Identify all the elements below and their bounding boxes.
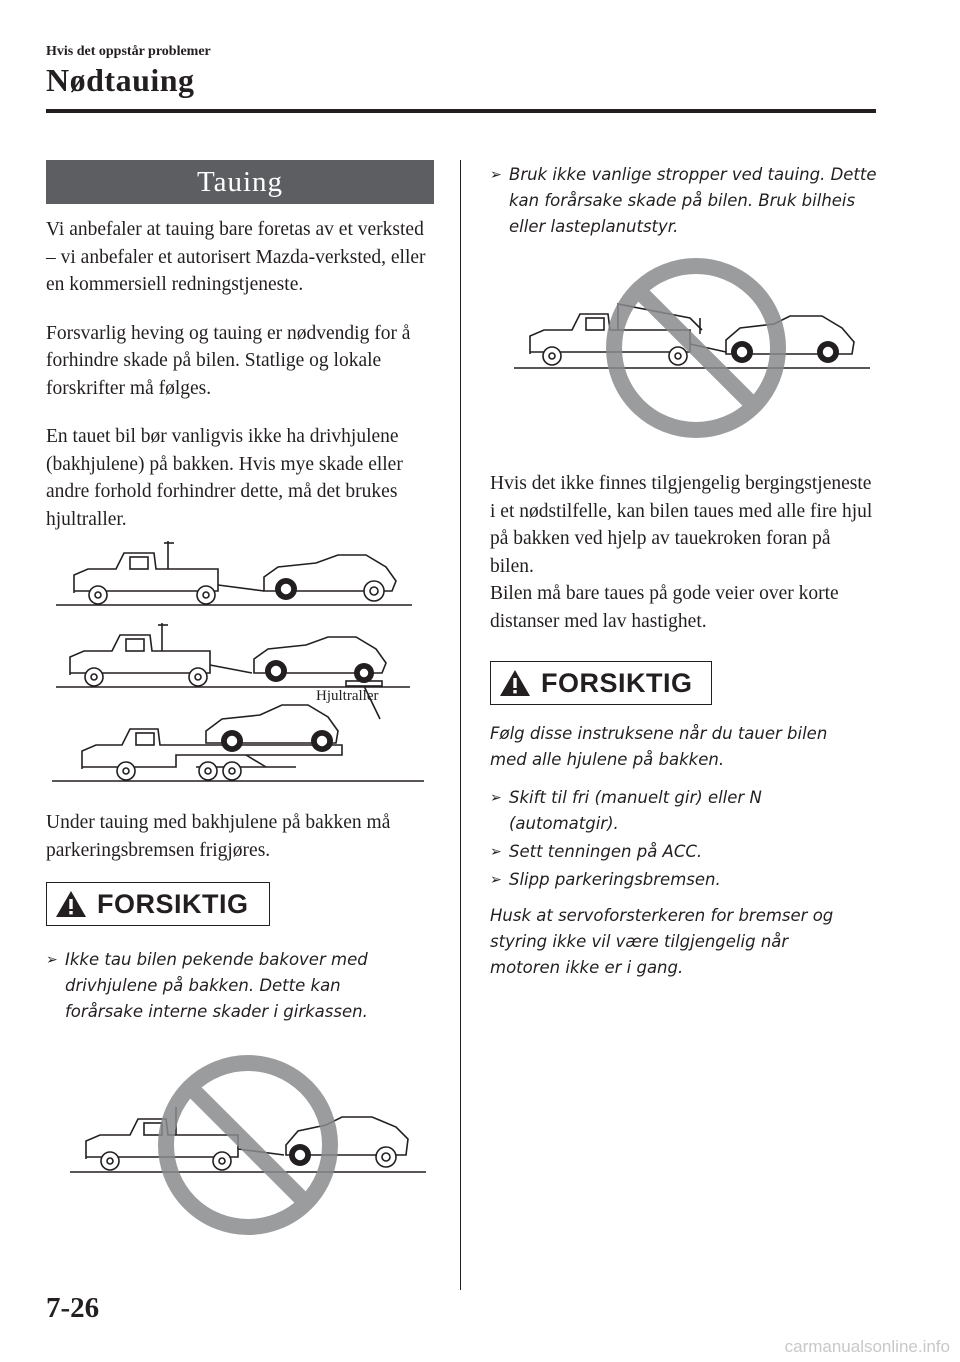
caution-box-right	[490, 661, 712, 705]
ignition-bullet	[490, 839, 875, 865]
prohibited-tow-illustration	[46, 1035, 434, 1235]
breadcrumb: Hvis det oppstår problemer	[46, 44, 211, 59]
prohibited-tow-figure	[46, 1035, 434, 1235]
caution-bullet-text: Ikke tau bilen pekende bakover med drivhjulene på bakken. Dette kan forårsake interne skader i girkassen.	[65, 950, 368, 1021]
strap-bullet-text: Bruk ikke vanlige stropper ved tauing. Dette kan forårsake skade på bilen. Bruk bilheis eller lasteplanutstyr.	[509, 165, 877, 236]
drive-wheels-paragraph: En tauet bil bør vanligvis ikke ha drivhjulene (bakhjulene) på bakken. Hvis mye skade eller andre forhold forhindrer dette, må det brukes hjultraller.	[46, 426, 403, 530]
dolly-label: Hjultraller	[316, 688, 379, 704]
tow-methods-illustration	[46, 535, 434, 787]
parking-brake-paragraph: Under tauing med bakhjulene på bakken må parkeringsbremsen frigjøres.	[46, 812, 391, 861]
caution-label-right: FORSIKTIG	[541, 667, 693, 698]
page-number: 7-26	[46, 1292, 100, 1324]
triangle-arrow-icon: ➢	[490, 872, 502, 888]
emergency-tow-paragraph: Hvis det ikke finnes tilgjengelig bergingstjeneste i et nødstilfelle, kan bilen taues med alle fire hjul på bakken ved hjelp av tauekroken foran på bilen.	[490, 473, 873, 577]
caution-box	[46, 882, 270, 926]
servo-note: Husk at servoforsterkeren for bremser og styring ikke vil være tilgjengelig når motoren ikke er i gang.	[490, 906, 834, 977]
watermark: carmanualsonline.info	[784, 1337, 950, 1356]
caution-bullet	[46, 947, 405, 1025]
brake-bullet	[490, 867, 875, 893]
safety-paragraph: Forsvarlig heving og tauing er nødvendig for å forhindre skade på bilen. Statlige og lokale forskrifter må følges.	[46, 322, 411, 399]
header-rule	[46, 109, 876, 113]
triangle-arrow-icon: ➢	[490, 844, 502, 860]
neutral-bullet	[490, 785, 849, 837]
prohibition-sign-icon	[614, 266, 778, 430]
prohibition-sign-icon	[166, 1063, 330, 1227]
triangle-arrow-icon: ➢	[490, 790, 502, 806]
brake-bullet-text: Slipp parkeringsbremsen.	[509, 870, 721, 889]
column-divider	[460, 160, 461, 1290]
section-banner: Tauing	[46, 160, 434, 204]
prohibited-strap-figure	[490, 248, 875, 448]
road-condition-paragraph: Bilen må bare taues på gode veier over korte distanser med lav hastighet.	[490, 583, 839, 632]
right-column	[490, 160, 875, 981]
caution-label: FORSIKTIG	[97, 888, 249, 919]
prohibited-strap-illustration	[490, 248, 875, 448]
ignition-bullet-text: Sett tenningen på ACC.	[509, 842, 703, 861]
triangle-arrow-icon: ➢	[46, 952, 58, 968]
triangle-arrow-icon: ➢	[490, 167, 502, 183]
caution-intro: Følg disse instruksene når du tauer bilen med alle hjulene på bakken.	[490, 724, 828, 769]
page-title: Nødtauing	[46, 62, 195, 98]
strap-bullet	[490, 162, 889, 240]
warning-triangle-icon	[55, 890, 87, 918]
intro-paragraph: Vi anbefaler at tauing bare foretas av et verksted – vi anbefaler et autorisert Mazda-verksted, eller en kommersiell redningstjeneste.	[46, 219, 426, 295]
tow-methods-figure	[46, 535, 434, 787]
neutral-bullet-text: Skift til fri (manuelt gir) eller N (automatgir).	[509, 788, 762, 833]
left-column	[46, 160, 434, 1235]
warning-triangle-icon	[499, 669, 531, 697]
